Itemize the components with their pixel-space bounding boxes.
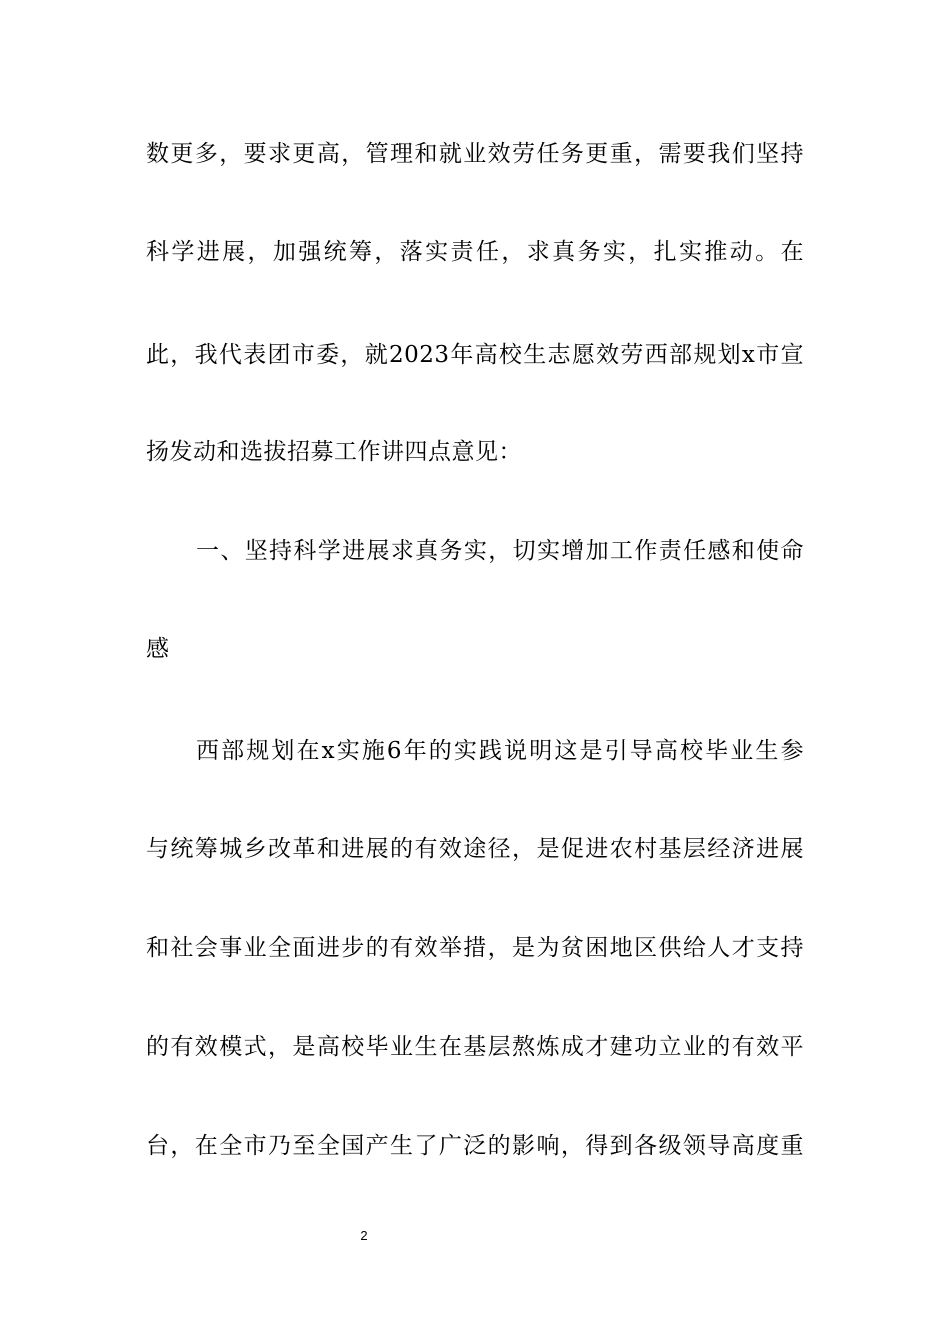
body-line-8: 的有效模式，是高校毕业生在基层熬炼成才建功立业的有效平 <box>146 1034 804 1060</box>
body-line-3: 此，我代表团市委，就2023年高校生志愿效劳西部规划x市宣 <box>146 342 804 368</box>
section-heading-line-2: 感 <box>146 636 170 662</box>
body-line-9: 台，在全市乃至全国产生了广泛的影响，得到各级领导高度重 <box>146 1133 804 1159</box>
body-line-4: 扬发动和选拔招募工作讲四点意见： <box>146 439 522 465</box>
body-line-1: 数更多，要求更高，管理和就业效劳任务更重，需要我们坚持 <box>146 141 804 167</box>
body-line-2: 科学进展，加强统筹，落实责任，求真务实，扎实推动。在 <box>146 239 804 265</box>
body-line-7: 和社会事业全面进步的有效举措，是为贫困地区供给人才支持 <box>146 935 804 961</box>
body-line-6: 与统筹城乡改革和进展的有效途径，是促进农村基层经济进展 <box>146 836 804 862</box>
section-heading-line-1: 一、坚持科学进展求真务实，切实增加工作责任感和使命 <box>196 538 804 564</box>
page-number: 2 <box>360 1228 368 1243</box>
body-line-5: 西部规划在x实施6年的实践说明这是引导高校毕业生参 <box>196 738 804 764</box>
